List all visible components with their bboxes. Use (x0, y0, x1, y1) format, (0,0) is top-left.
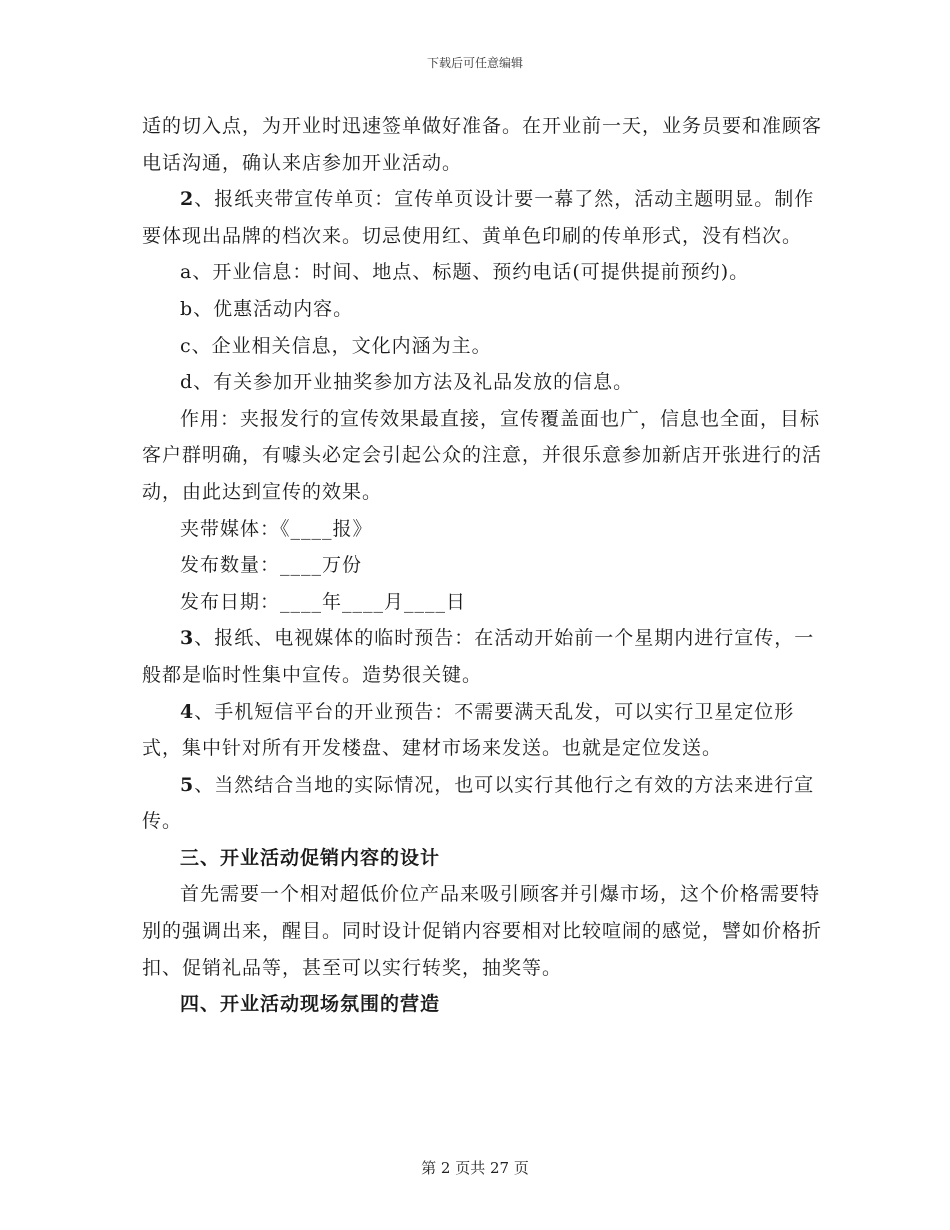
paragraph-2-text: 、报纸夹带宣传单页：宣传单页设计要一幕了然，活动主题明显。制作要体现出品牌的档次来。切忌使用红、黄单色印刷的传单形式，没有档次。 (142, 188, 815, 247)
paragraph-3-text: 、报纸、电视媒体的临时预告：在活动开始前一个星期内进行宣传，一般都是临时性集中宣传。造势很关键。 (142, 627, 815, 686)
paragraph-effect: 作用：夹报发行的宣传效果最直接，宣传覆盖面也广，信息也全面，目标客户群明确，有噱头必定会引起公众的注意，并很乐意参加新店开张进行的活动，由此达到宣传的效果。 (142, 407, 823, 503)
page-footer: 第 2 页共 27 页 (421, 1159, 529, 1177)
paragraph-1: 适的切入点，为开业时迅速签单做好准备。在开业前一天，业务员要和准顾客电话沟通，确认来店参加开业活动。 (142, 115, 823, 174)
item-number-5: 5 (180, 773, 195, 796)
list-item-d: d、有关参加开业抽奖参加方法及礼品发放的信息。 (180, 371, 634, 394)
document-body (142, 108, 822, 1023)
paragraph-promo: 首先需要一个相对超低价位产品来吸引顾客并引爆市场，这个价格需要特别的强调出来，醒目。同时设计促销内容要相对比较喧闹的感觉，譬如价格折扣、促销礼品等，甚至可以实行转奖，抽奖等。 (142, 883, 823, 979)
paragraph-5 (142, 767, 822, 840)
item-number-2: 2 (180, 188, 195, 211)
date-line: 发布日期：____年____月____日 (180, 590, 467, 613)
paragraph-3 (142, 620, 822, 693)
paragraph-2 (142, 181, 822, 254)
paragraph-4-text: 、手机短信平台的开业预告：不需要满天乱发，可以实行卫星定位形式，集中针对所有开发楼盘、建材市场来发送。也就是定位发送。 (142, 700, 795, 760)
paragraph-4 (142, 694, 822, 767)
quantity-line: 发布数量：____万份 (180, 554, 363, 577)
list-item-c: c、企业相关信息，文化内涵为主。 (180, 334, 492, 357)
page-header: 下载后可任意编辑 (426, 56, 523, 70)
item-number-4: 4 (180, 700, 195, 723)
list-item-a: a、开业信息：时间、地点、标题、预约电话(可提供提前预约)。 (180, 261, 750, 284)
section-heading-3: 三、开业活动促销内容的设计 (180, 846, 441, 869)
paragraph-5-text: 、当然结合当地的实际情况，也可以实行其他行之有效的方法来进行宣传。 (142, 773, 815, 833)
item-number-3: 3 (180, 627, 195, 650)
section-heading-4: 四、开业活动现场氛围的营造 (180, 993, 441, 1016)
media-line: 夹带媒体：《____报》 (180, 517, 373, 540)
list-item-b: b、优惠活动内容。 (180, 297, 354, 320)
